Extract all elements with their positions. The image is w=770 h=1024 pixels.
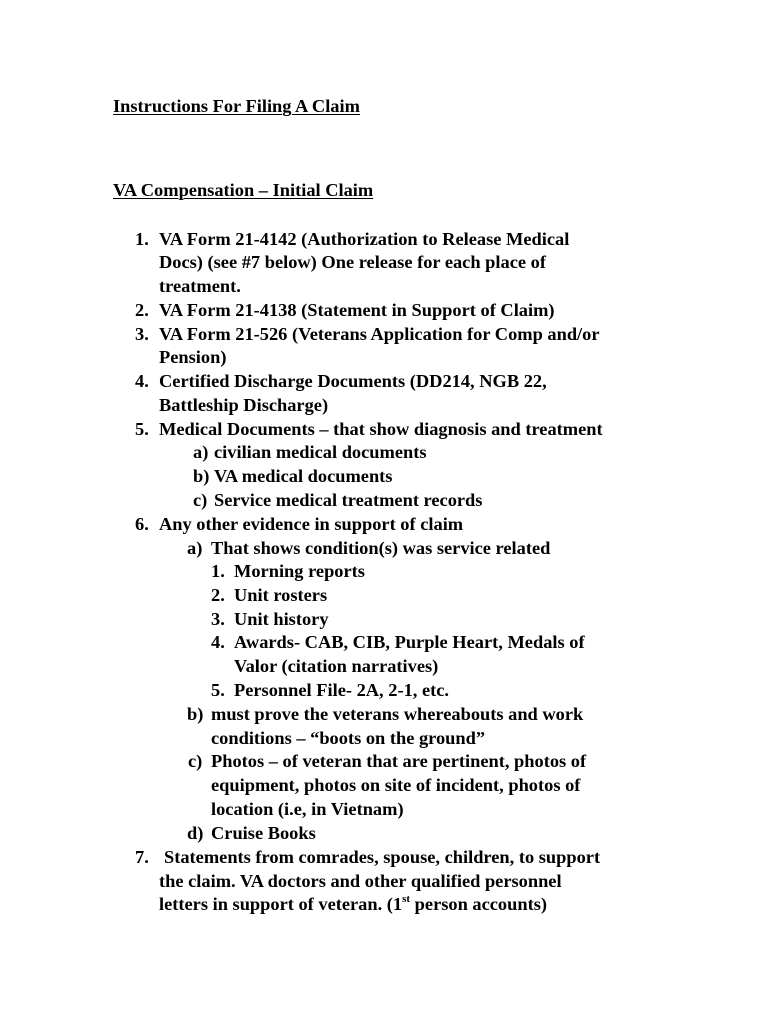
nested-item-text: Unit history	[234, 609, 329, 629]
nested-item-number: 4.	[211, 632, 225, 652]
item-text: Certified Discharge Documents (DD214, NGB 22,	[159, 371, 547, 391]
sub-item-text: must prove the veterans whereabouts and work	[211, 704, 584, 724]
item-text-part: letters in support of veteran. (1	[159, 894, 403, 914]
sub-item-text: Photos – of veteran that are pertinent, photos of	[211, 751, 587, 771]
item-text: the claim. VA doctors and other qualified personnel	[159, 871, 562, 891]
sub-item-text: location (i.e, in Vietnam)	[211, 799, 404, 819]
item-text: Medical Documents – that show diagnosis and treatment	[159, 419, 603, 439]
nested-item-number: 3.	[211, 609, 225, 629]
sub-item-letter: c)	[188, 751, 203, 771]
item-number: 7.	[135, 847, 149, 867]
item-text: Statements from comrades, spouse, children, to support	[164, 847, 601, 867]
sub-item-text: VA medical documents	[214, 466, 393, 486]
nested-item-text: Valor (citation narratives)	[234, 656, 439, 676]
sub-item-text: That shows condition(s) was service related	[211, 538, 551, 558]
item-text: Docs) (see #7 below) One release for each place of	[159, 252, 546, 272]
sub-item-letter: c)	[193, 490, 208, 510]
nested-item-number: 5.	[211, 680, 225, 700]
item-text-part: person accounts)	[410, 894, 547, 914]
item-number: 6.	[135, 514, 149, 534]
sub-item-letter: a)	[193, 442, 209, 462]
sub-item-text: equipment, photos on site of incident, photos of	[211, 775, 581, 795]
item-text: VA Form 21-526 (Veterans Application for Comp and/or	[159, 324, 600, 344]
item-text: VA Form 21-4138 (Statement in Support of Claim)	[159, 300, 555, 320]
item-number: 5.	[135, 419, 149, 439]
section-title: VA Compensation – Initial Claim	[113, 180, 374, 200]
item-number: 1.	[135, 229, 149, 249]
sub-item-letter: b)	[193, 466, 210, 486]
sub-item-letter: a)	[187, 538, 203, 558]
item-number: 4.	[135, 371, 149, 391]
sub-item-letter: d)	[187, 823, 204, 843]
document-title: Instructions For Filing A Claim	[113, 96, 360, 116]
item-text: Pension)	[159, 347, 227, 367]
item-text: treatment.	[159, 276, 241, 296]
nested-item-text: Awards- CAB, CIB, Purple Heart, Medals of	[234, 632, 585, 652]
sub-item-text: Service medical treatment records	[214, 490, 483, 510]
item-text: VA Form 21-4142 (Authorization to Release Medical	[159, 229, 570, 249]
nested-item-text: Morning reports	[234, 561, 365, 581]
item-number: 3.	[135, 324, 149, 344]
nested-item-number: 2.	[211, 585, 225, 605]
sub-item-text: civilian medical documents	[214, 442, 427, 462]
nested-item-text: Unit rosters	[234, 585, 328, 605]
item-text: Battleship Discharge)	[159, 395, 329, 415]
sub-item-text: Cruise Books	[211, 823, 316, 843]
item-text: Any other evidence in support of claim	[159, 514, 464, 534]
sub-item-letter: b)	[187, 704, 204, 724]
item-number: 2.	[135, 300, 149, 320]
nested-item-number: 1.	[211, 561, 225, 581]
ordinal-superscript: st	[402, 893, 411, 905]
item-text	[159, 895, 547, 913]
sub-item-text: conditions – “boots on the ground”	[211, 728, 486, 748]
nested-item-text: Personnel File- 2A, 2-1, etc.	[234, 680, 450, 700]
